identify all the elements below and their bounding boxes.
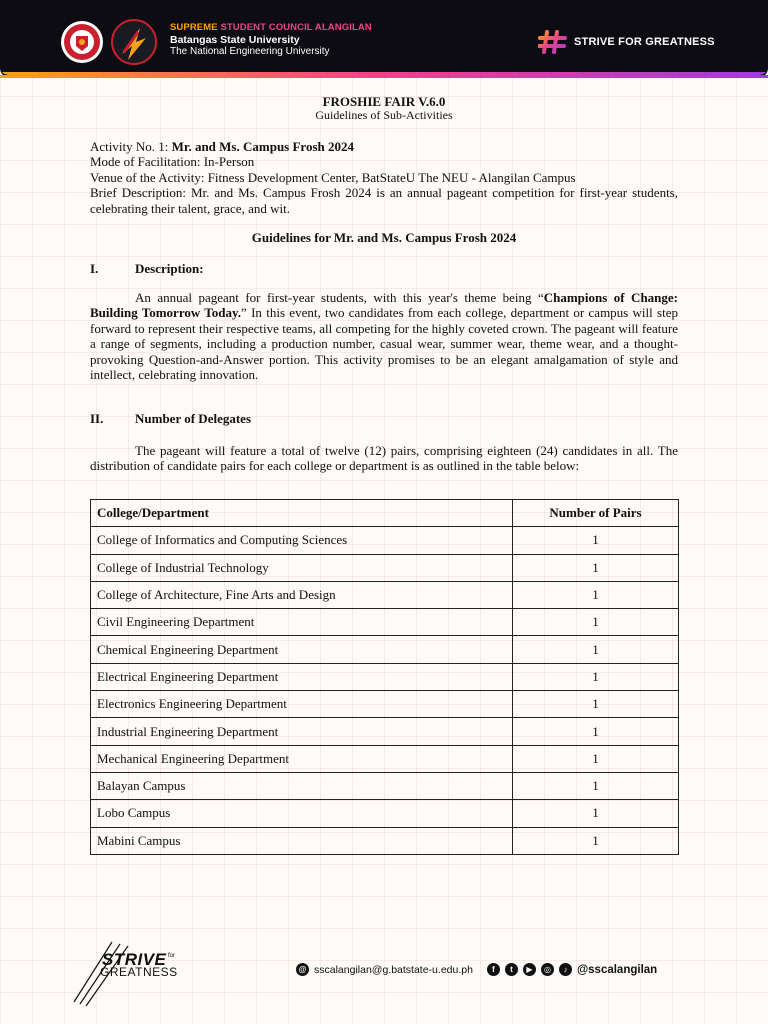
college-cell: College of Industrial Technology [91, 554, 513, 581]
youtube-icon[interactable]: ▶ [523, 963, 536, 976]
table-row [91, 745, 679, 772]
activity-info [90, 139, 678, 216]
header-text [170, 22, 372, 58]
college-cell: Civil Engineering Department [91, 609, 513, 636]
instagram-icon[interactable]: ◎ [541, 963, 554, 976]
college-cell: Industrial Engineering Department [91, 718, 513, 745]
document-title: FROSHIE FAIR V.6.0 [322, 94, 446, 109]
section-1-heading [90, 261, 678, 276]
venue-line: Venue of the Activity: Fitness Development Center, BatStateU The NEU - Alangilan Campus [90, 169, 576, 185]
delegates-table [90, 499, 679, 855]
table-row [91, 609, 679, 636]
table-row [91, 800, 679, 827]
pairs-cell: 1 [513, 636, 679, 663]
table-row [91, 691, 679, 718]
pairs-cell: 1 [513, 663, 679, 690]
twitter-icon[interactable]: t [505, 963, 518, 976]
college-cell: Chemical Engineering Department [91, 636, 513, 663]
column-header-pairs: Number of Pairs [513, 500, 679, 527]
document-subtitle: Guidelines of Sub-Activities [315, 108, 453, 122]
pairs-cell: 1 [513, 800, 679, 827]
table-row [91, 772, 679, 799]
strive-banner [538, 30, 715, 54]
activity-name: Mr. and Ms. Campus Frosh 2024 [171, 139, 354, 154]
college-cell: College of Informatics and Computing Sciences [91, 527, 513, 554]
guidelines-title: Guidelines for Mr. and Ms. Campus Frosh 2024 [251, 230, 517, 245]
activity-line [90, 139, 678, 154]
table-row [91, 718, 679, 745]
table-row [91, 527, 679, 554]
bsu-logo-icon [110, 18, 158, 66]
pairs-cell: 1 [513, 718, 679, 745]
footer-strive-logo [72, 938, 202, 1008]
table-row [91, 663, 679, 690]
college-cell: Mechanical Engineering Department [91, 745, 513, 772]
pairs-cell: 1 [513, 772, 679, 799]
section-1-title: Description: [135, 261, 204, 276]
table-row [91, 554, 679, 581]
footer-logo-strive: STRIVE [102, 950, 167, 969]
column-header-college: College/Department [91, 500, 513, 527]
footer-contact [296, 963, 657, 976]
tiktok-icon[interactable]: ♪ [559, 963, 572, 976]
hashtag-icon [538, 30, 568, 54]
council-supreme: SUPREME [170, 22, 218, 33]
university-name: Batangas State University [170, 34, 300, 46]
footer-email[interactable]: sscalangilan@g.batstate-u.edu.ph [314, 963, 473, 976]
section-2-number: II. [90, 411, 104, 426]
pairs-cell: 1 [513, 827, 679, 854]
college-cell: Electrical Engineering Department [91, 663, 513, 690]
pairs-cell: 1 [513, 581, 679, 608]
table-row [91, 581, 679, 608]
table-row [91, 636, 679, 663]
section-1-number: I. [90, 261, 99, 276]
mode-line: Mode of Facilitation: In-Person [90, 154, 255, 170]
pairs-cell: 1 [513, 745, 679, 772]
section-2-title: Number of Delegates [135, 411, 252, 426]
footer-logo-greatness: GREATNESS [100, 965, 178, 979]
section-2-paragraph: The pageant will feature a total of twelve (12) pairs, comprising eighteen (24) candidates in all. The distribution of candidate pairs for each college or department is as outlined in the table below: [90, 443, 678, 474]
email-icon: @ [296, 963, 309, 976]
college-cell: Mabini Campus [91, 827, 513, 854]
college-cell: Lobo Campus [91, 800, 513, 827]
footer-logo-for: for [168, 953, 176, 959]
section-2-heading [90, 411, 678, 426]
college-cell: Balayan Campus [91, 772, 513, 799]
section-1-paragraph [90, 290, 678, 382]
pairs-cell: 1 [513, 609, 679, 636]
college-cell: Electronics Engineering Department [91, 691, 513, 718]
seal-icon [60, 20, 104, 64]
section-1-post: ” In this event, two candidates from each college, department or campus will step forward to represent their respective teams, all competing for the highly coveted crown. The pageant will feature a range of segments, including a production number, casual wear, summer wear, theme wear, and a thought-provoking Question-and-Answer portion. This activity promises to be an elegant amalgamation of style and intellect, celebrating innovation. [90, 305, 678, 383]
section-1-theme: Champions of Change: Building Tomorrow Today. [90, 290, 679, 321]
college-cell: College of Architecture, Fine Arts and Design [91, 581, 513, 608]
pairs-cell: 1 [513, 527, 679, 554]
section-1-pre: An annual pageant for first-year students, with this year's theme being “ [135, 290, 544, 305]
university-tagline: The National Engineering University [170, 46, 330, 57]
council-rest: STUDENT COUNCIL ALANGILAN [220, 22, 372, 33]
council-name [170, 22, 372, 34]
activity-label: Activity No. 1: [90, 139, 172, 154]
facebook-icon[interactable]: f [487, 963, 500, 976]
brief-description: Brief Description: Mr. and Ms. Campus Frosh 2024 is an annual pageant competition for first-year students, celebrating their talent, grace, and wit. [90, 185, 678, 216]
table-header-row [91, 500, 679, 527]
footer-handle[interactable]: @sscalangilan [576, 963, 658, 976]
pairs-cell: 1 [513, 554, 679, 581]
page-header [0, 0, 768, 78]
strive-text: STRIVE FOR GREATNESS [574, 36, 715, 48]
table-row [91, 827, 679, 854]
pairs-cell: 1 [513, 691, 679, 718]
